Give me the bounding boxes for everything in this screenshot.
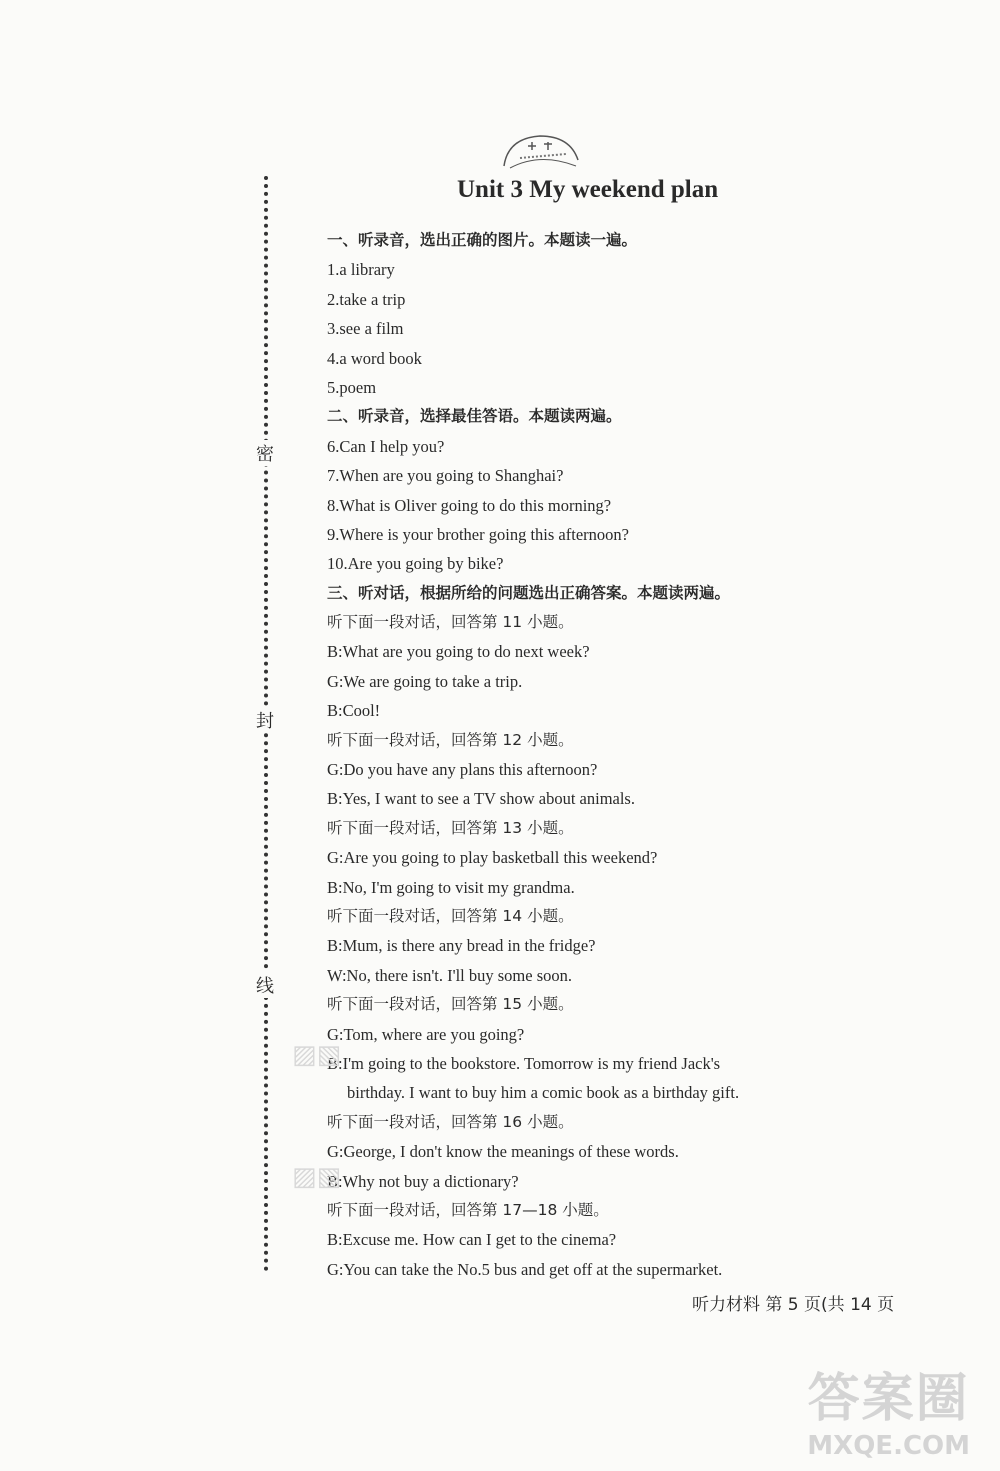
script-line: 听下面一段对话，回答第 15 小题。 xyxy=(327,995,574,1014)
script-line: 9.Where is your brother going this afternoon? xyxy=(327,524,629,544)
script-line: 2.take a trip xyxy=(327,289,406,309)
script-line: G:Are you going to play basketball this weekend? xyxy=(327,848,658,868)
section-heading: 三、听对话，根据所给的问题选出正确答案。本题读两遍。 xyxy=(327,583,731,602)
script-line: 7.When are you going to Shanghai? xyxy=(327,466,564,486)
script-line: 10.Are you going by bike? xyxy=(327,554,504,574)
page-footer: 听力材料 第 5 页(共 14 页 xyxy=(692,1295,895,1315)
script-line: B:Cool! xyxy=(327,701,381,721)
watermark-logo: 答案圈 xyxy=(807,1369,970,1429)
script-line: B:Excuse me. How can I get to the cinema? xyxy=(327,1230,617,1250)
homework-stamp-icon xyxy=(500,132,582,178)
script-line: B:No, I'm going to visit my grandma. xyxy=(327,877,575,897)
binding-mark-top: 密 xyxy=(252,440,278,466)
script-line: 听下面一段对话，回答第 17—18 小题。 xyxy=(327,1200,609,1219)
page-title: Unit 3 My weekend plan xyxy=(457,176,719,203)
watermark-domain: MXQE.COM xyxy=(807,1431,970,1461)
script-line: 4.a word book xyxy=(327,348,422,368)
script-line: G:George, I don't know the meanings of these words. xyxy=(327,1142,679,1162)
script-line: 听下面一段对话，回答第 16 小题。 xyxy=(327,1112,574,1131)
script-line: 1.a library xyxy=(327,260,395,280)
script-line: B:I'm going to the bookstore. Tomorrow is my friend Jack's xyxy=(327,1053,721,1073)
script-line: 6.Can I help you? xyxy=(327,436,445,456)
section-heading: 二、听录音，选择最佳答语。本题读两遍。 xyxy=(327,407,622,426)
script-line: 听下面一段对话，回答第 11 小题。 xyxy=(327,613,574,632)
script-line: W:No, there isn't. I'll buy some soon. xyxy=(327,965,573,985)
script-line: 听下面一段对话，回答第 12 小题。 xyxy=(327,730,574,749)
site-watermark xyxy=(807,1356,970,1461)
faint-stamp-mark: ▨▧ xyxy=(292,1162,342,1192)
script-line: G:Do you have any plans this afternoon? xyxy=(327,760,598,780)
script-line: 5.poem xyxy=(327,377,377,397)
script-line: 听下面一段对话，回答第 13 小题。 xyxy=(327,818,574,837)
faint-stamp-mark: ▨▧ xyxy=(292,1040,342,1070)
script-line: G:You can take the No.5 bus and get off at the supermarket. xyxy=(327,1259,723,1279)
script-line: G:We are going to take a trip. xyxy=(327,671,523,691)
binding-mark-bottom: 线 xyxy=(252,972,278,998)
binding-mark-middle: 封 xyxy=(252,707,278,733)
script-line: birthday. I want to buy him a comic book as a birthday gift. xyxy=(347,1083,740,1103)
script-line: 3.see a film xyxy=(327,319,404,339)
script-line: 听下面一段对话，回答第 14 小题。 xyxy=(327,906,574,925)
script-line: G:Tom, where are you going? xyxy=(327,1024,525,1044)
script-line: 8.What is Oliver going to do this morning? xyxy=(327,495,612,515)
section-heading: 一、听录音，选出正确的图片。本题读一遍。 xyxy=(327,231,638,249)
listening-script xyxy=(327,226,867,1284)
script-line: B:What are you going to do next week? xyxy=(327,642,590,662)
script-line: B:Mum, is there any bread in the fridge? xyxy=(327,936,596,956)
script-line: B:Why not buy a dictionary? xyxy=(327,1171,519,1191)
script-line: B:Yes, I want to see a TV show about animals. xyxy=(327,789,635,809)
